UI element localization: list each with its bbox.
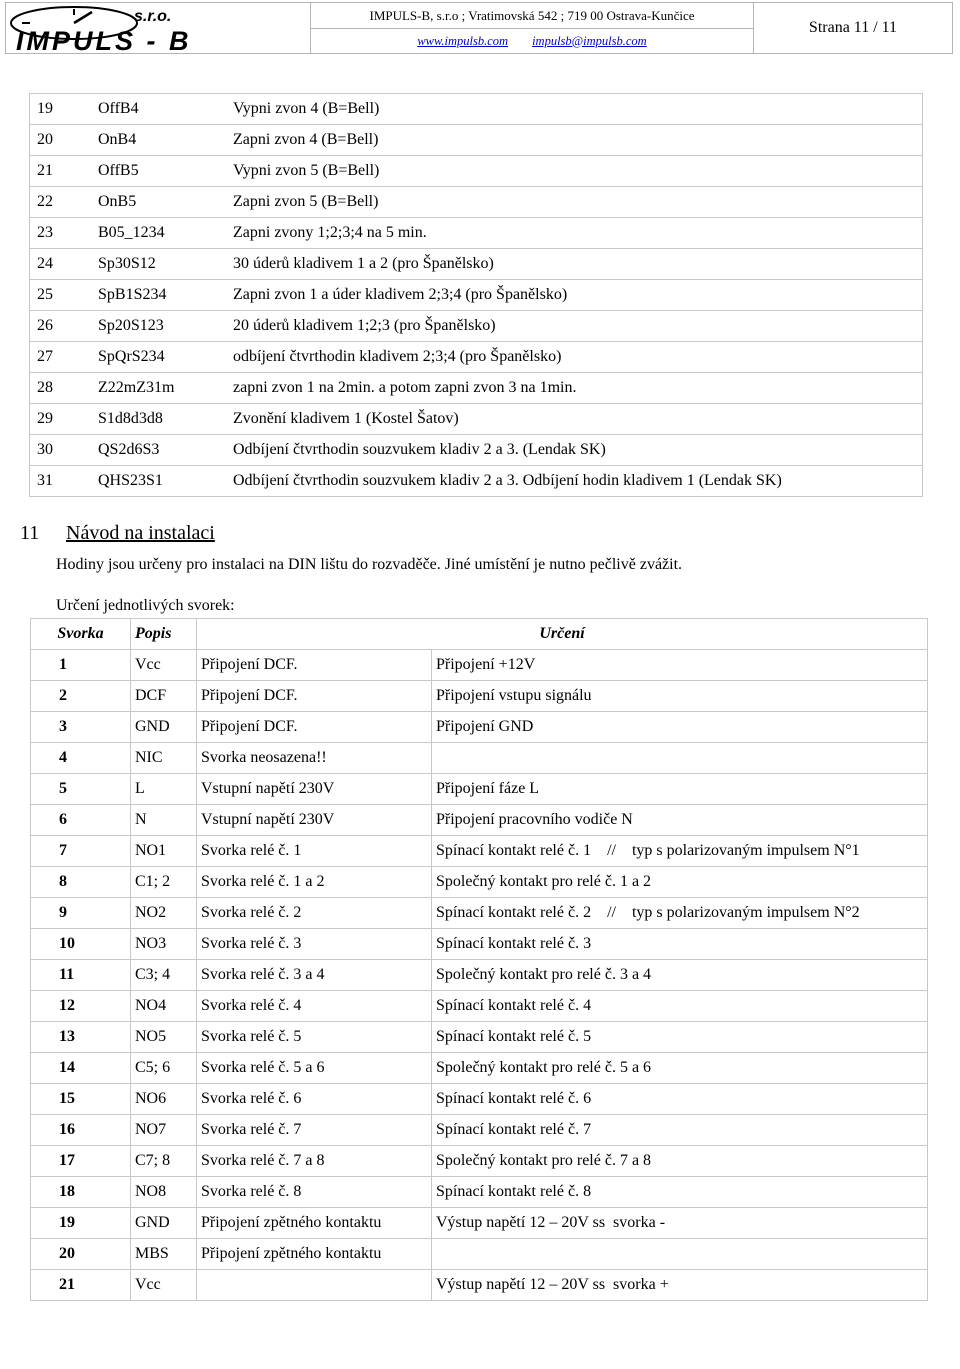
terminal-number: 15	[31, 1084, 131, 1115]
terminal-connection: Svorka relé č. 4	[197, 991, 432, 1022]
terminal-purpose: Spínací kontakt relé č. 5	[432, 1022, 928, 1053]
clock-logo-icon	[6, 3, 309, 53]
table-row	[31, 1053, 928, 1084]
terminal-purpose: Společný kontakt pro relé č. 3 a 4	[432, 960, 928, 991]
terminal-connection: Svorka relé č. 1 a 2	[197, 867, 432, 898]
terminal-name: N	[131, 805, 197, 836]
table-row	[31, 1022, 928, 1053]
program-number: 21	[30, 156, 92, 187]
table-row	[31, 650, 928, 681]
table-row	[31, 1146, 928, 1177]
section-number: 11	[20, 522, 40, 544]
program-description: zapni zvon 1 na 2min. a potom zapni zvon 3 na 1min.	[226, 373, 923, 404]
program-description: Zapni zvony 1;2;3;4 na 5 min.	[226, 218, 923, 249]
terminal-name: GND	[131, 1208, 197, 1239]
program-description: Odbíjení čtvrthodin souzvukem kladiv 2 a 3. (Lendak SK)	[226, 435, 923, 466]
terminal-number: 2	[31, 681, 131, 712]
terminal-connection: Připojení DCF.	[197, 681, 432, 712]
program-code: SpQrS234	[91, 342, 226, 373]
table-row	[31, 1177, 928, 1208]
terminal-name: L	[131, 774, 197, 805]
terminal-purpose: Společný kontakt pro relé č. 1 a 2	[432, 867, 928, 898]
terminal-name: NO8	[131, 1177, 197, 1208]
terminal-connection: Svorka relé č. 2	[197, 898, 432, 929]
terminal-name: NO6	[131, 1084, 197, 1115]
table-row	[30, 218, 923, 249]
terminal-connection: Připojení zpětného kontaktu	[197, 1208, 432, 1239]
program-description: Odbíjení čtvrthodin souzvukem kladiv 2 a 3. Odbíjení hodin kladivem 1 (Lendak SK)	[226, 466, 923, 497]
table-row	[31, 867, 928, 898]
table-row	[31, 1115, 928, 1146]
program-number: 28	[30, 373, 92, 404]
terminal-number: 4	[31, 743, 131, 774]
company-address: IMPULS-B, s.r.o ; Vratimovská 542 ; 719 00 Ostrava-Kunčice	[311, 3, 753, 29]
program-description: Zapni zvon 4 (B=Bell)	[226, 125, 923, 156]
terminal-purpose: Výstup napětí 12 – 20V ss svorka +	[432, 1270, 928, 1301]
table-row	[31, 1270, 928, 1301]
email-link[interactable]: impulsb@impulsb.com	[532, 33, 647, 48]
terminal-purpose: Spínací kontakt relé č. 8	[432, 1177, 928, 1208]
terminal-connection: Svorka relé č. 3 a 4	[197, 960, 432, 991]
table-row	[31, 743, 928, 774]
program-code: S1d8d3d8	[91, 404, 226, 435]
program-number: 24	[30, 249, 92, 280]
table-row	[31, 991, 928, 1022]
table-row	[31, 712, 928, 743]
terminal-purpose: Připojení +12V	[432, 650, 928, 681]
terminal-number: 10	[31, 929, 131, 960]
terminal-number: 8	[31, 867, 131, 898]
terminal-name: NIC	[131, 743, 197, 774]
terminal-connection	[197, 1270, 432, 1301]
terminal-number: 20	[31, 1239, 131, 1270]
program-description: 20 úderů kladivem 1;2;3 (pro Španělsko)	[226, 311, 923, 342]
terminals-table	[30, 618, 928, 1301]
program-number: 23	[30, 218, 92, 249]
terminal-name: NO2	[131, 898, 197, 929]
table-row	[30, 249, 923, 280]
terminals-subheading: Určení jednotlivých svorek:	[56, 597, 235, 614]
terminal-connection: Svorka relé č. 5 a 6	[197, 1053, 432, 1084]
terminal-connection: Připojení DCF.	[197, 712, 432, 743]
terminal-purpose: Spínací kontakt relé č. 2 // typ s polarizovaným impulsem N°2	[432, 898, 928, 929]
terminal-purpose: Spínací kontakt relé č. 3	[432, 929, 928, 960]
web-link[interactable]: www.impulsb.com	[417, 33, 509, 48]
terminal-name: NO7	[131, 1115, 197, 1146]
terminal-number: 6	[31, 805, 131, 836]
section-heading	[20, 522, 215, 545]
terminal-number: 21	[31, 1270, 131, 1301]
table-row	[30, 435, 923, 466]
table-row	[30, 311, 923, 342]
terminal-name: NO1	[131, 836, 197, 867]
terminal-name: C3; 4	[131, 960, 197, 991]
terminal-connection: Vstupní napětí 230V	[197, 774, 432, 805]
terminal-connection: Vstupní napětí 230V	[197, 805, 432, 836]
header-popis: Popis	[131, 619, 197, 650]
program-code: OnB5	[91, 187, 226, 218]
program-number: 30	[30, 435, 92, 466]
program-description: Vypni zvon 5 (B=Bell)	[226, 156, 923, 187]
table-row	[30, 404, 923, 435]
terminal-purpose: Společný kontakt pro relé č. 5 a 6	[432, 1053, 928, 1084]
terminal-connection: Připojení zpětného kontaktu	[197, 1239, 432, 1270]
program-code: OffB4	[91, 94, 226, 125]
terminal-name: NO4	[131, 991, 197, 1022]
table-row	[31, 805, 928, 836]
table-row	[30, 125, 923, 156]
terminal-number: 19	[31, 1208, 131, 1239]
terminal-purpose: Společný kontakt pro relé č. 7 a 8	[432, 1146, 928, 1177]
table-row	[30, 280, 923, 311]
terminal-number: 11	[31, 960, 131, 991]
table-row	[30, 373, 923, 404]
terminal-purpose	[432, 743, 928, 774]
terminal-connection: Svorka neosazena!!	[197, 743, 432, 774]
table-row	[31, 1239, 928, 1270]
table-row	[30, 156, 923, 187]
logo-suffix: s.r.o.	[134, 8, 172, 25]
terminal-number: 18	[31, 1177, 131, 1208]
terminal-number: 17	[31, 1146, 131, 1177]
program-number: 29	[30, 404, 92, 435]
terminal-name: NO3	[131, 929, 197, 960]
program-code: Sp30S12	[91, 249, 226, 280]
table-row	[31, 1084, 928, 1115]
table-row	[31, 1208, 928, 1239]
terminal-purpose: Výstup napětí 12 – 20V ss svorka -	[432, 1208, 928, 1239]
terminal-number: 13	[31, 1022, 131, 1053]
terminal-name: DCF	[131, 681, 197, 712]
terminal-purpose: Připojení GND	[432, 712, 928, 743]
terminal-purpose: Připojení vstupu signálu	[432, 681, 928, 712]
terminal-purpose: Spínací kontakt relé č. 6	[432, 1084, 928, 1115]
program-code: QHS23S1	[91, 466, 226, 497]
table-row	[31, 681, 928, 712]
terminal-name: C5; 6	[131, 1053, 197, 1084]
table-row	[31, 836, 928, 867]
program-table	[29, 93, 923, 497]
terminal-name: MBS	[131, 1239, 197, 1270]
terminal-name: Vcc	[131, 1270, 197, 1301]
terminal-number: 3	[31, 712, 131, 743]
program-description: Zvonění kladivem 1 (Kostel Šatov)	[226, 404, 923, 435]
header-svorka: Svorka	[31, 619, 131, 650]
terminal-connection: Svorka relé č. 3	[197, 929, 432, 960]
program-code: OffB5	[91, 156, 226, 187]
program-number: 31	[30, 466, 92, 497]
terminal-purpose: Připojení fáze L	[432, 774, 928, 805]
program-code: SpB1S234	[91, 280, 226, 311]
program-code: Sp20S123	[91, 311, 226, 342]
terminal-number: 7	[31, 836, 131, 867]
program-number: 27	[30, 342, 92, 373]
table-row	[30, 187, 923, 218]
program-code: QS2d6S3	[91, 435, 226, 466]
program-code: B05_1234	[91, 218, 226, 249]
program-code: OnB4	[91, 125, 226, 156]
terminal-connection: Svorka relé č. 6	[197, 1084, 432, 1115]
terminal-purpose: Připojení pracovního vodiče N	[432, 805, 928, 836]
program-description: 30 úderů kladivem 1 a 2 (pro Španělsko)	[226, 249, 923, 280]
install-paragraph: Hodiny jsou určeny pro instalaci na DIN lištu do rozvaděče. Jiné umístění je nutno pečlivě zvážit.	[56, 556, 683, 573]
terminal-connection: Svorka relé č. 8	[197, 1177, 432, 1208]
terminal-number: 14	[31, 1053, 131, 1084]
terminal-number: 9	[31, 898, 131, 929]
program-number: 25	[30, 280, 92, 311]
section-title: Návod na instalaci	[66, 522, 215, 544]
terminal-name: GND	[131, 712, 197, 743]
terminal-connection: Připojení DCF.	[197, 650, 432, 681]
program-number: 26	[30, 311, 92, 342]
page-header	[5, 2, 953, 54]
table-row	[30, 342, 923, 373]
terminal-purpose: Spínací kontakt relé č. 4	[432, 991, 928, 1022]
table-row	[31, 774, 928, 805]
terminal-connection: Svorka relé č. 7	[197, 1115, 432, 1146]
table-header-row	[31, 619, 928, 650]
page-number: Strana 11 / 11	[808, 19, 898, 36]
terminal-purpose: Spínací kontakt relé č. 1 // typ s polarizovaným impulsem N°1	[432, 836, 928, 867]
terminal-name: NO5	[131, 1022, 197, 1053]
terminal-name: C7; 8	[131, 1146, 197, 1177]
logo-text: IMPULS - B	[16, 26, 192, 53]
terminal-purpose	[432, 1239, 928, 1270]
program-description: Zapni zvon 1 a úder kladivem 2;3;4 (pro Španělsko)	[226, 280, 923, 311]
program-number: 20	[30, 125, 92, 156]
terminal-purpose: Spínací kontakt relé č. 7	[432, 1115, 928, 1146]
program-number: 22	[30, 187, 92, 218]
program-description: Vypni zvon 4 (B=Bell)	[226, 94, 923, 125]
table-row	[31, 960, 928, 991]
program-code: Z22mZ31m	[91, 373, 226, 404]
terminal-name: C1; 2	[131, 867, 197, 898]
program-description: Zapni zvon 5 (B=Bell)	[226, 187, 923, 218]
terminal-number: 5	[31, 774, 131, 805]
table-row	[30, 466, 923, 497]
company-logo	[6, 3, 311, 53]
terminal-number: 12	[31, 991, 131, 1022]
terminal-connection: Svorka relé č. 1	[197, 836, 432, 867]
table-row	[31, 898, 928, 929]
header-urceni: Určení	[197, 619, 928, 650]
table-row	[31, 929, 928, 960]
terminal-connection: Svorka relé č. 7 a 8	[197, 1146, 432, 1177]
terminal-number: 1	[31, 650, 131, 681]
terminal-name: Vcc	[131, 650, 197, 681]
terminal-number: 16	[31, 1115, 131, 1146]
program-description: odbíjení čtvrthodin kladivem 2;3;4 (pro Španělsko)	[226, 342, 923, 373]
terminal-connection: Svorka relé č. 5	[197, 1022, 432, 1053]
program-number: 19	[30, 94, 92, 125]
table-row	[30, 94, 923, 125]
